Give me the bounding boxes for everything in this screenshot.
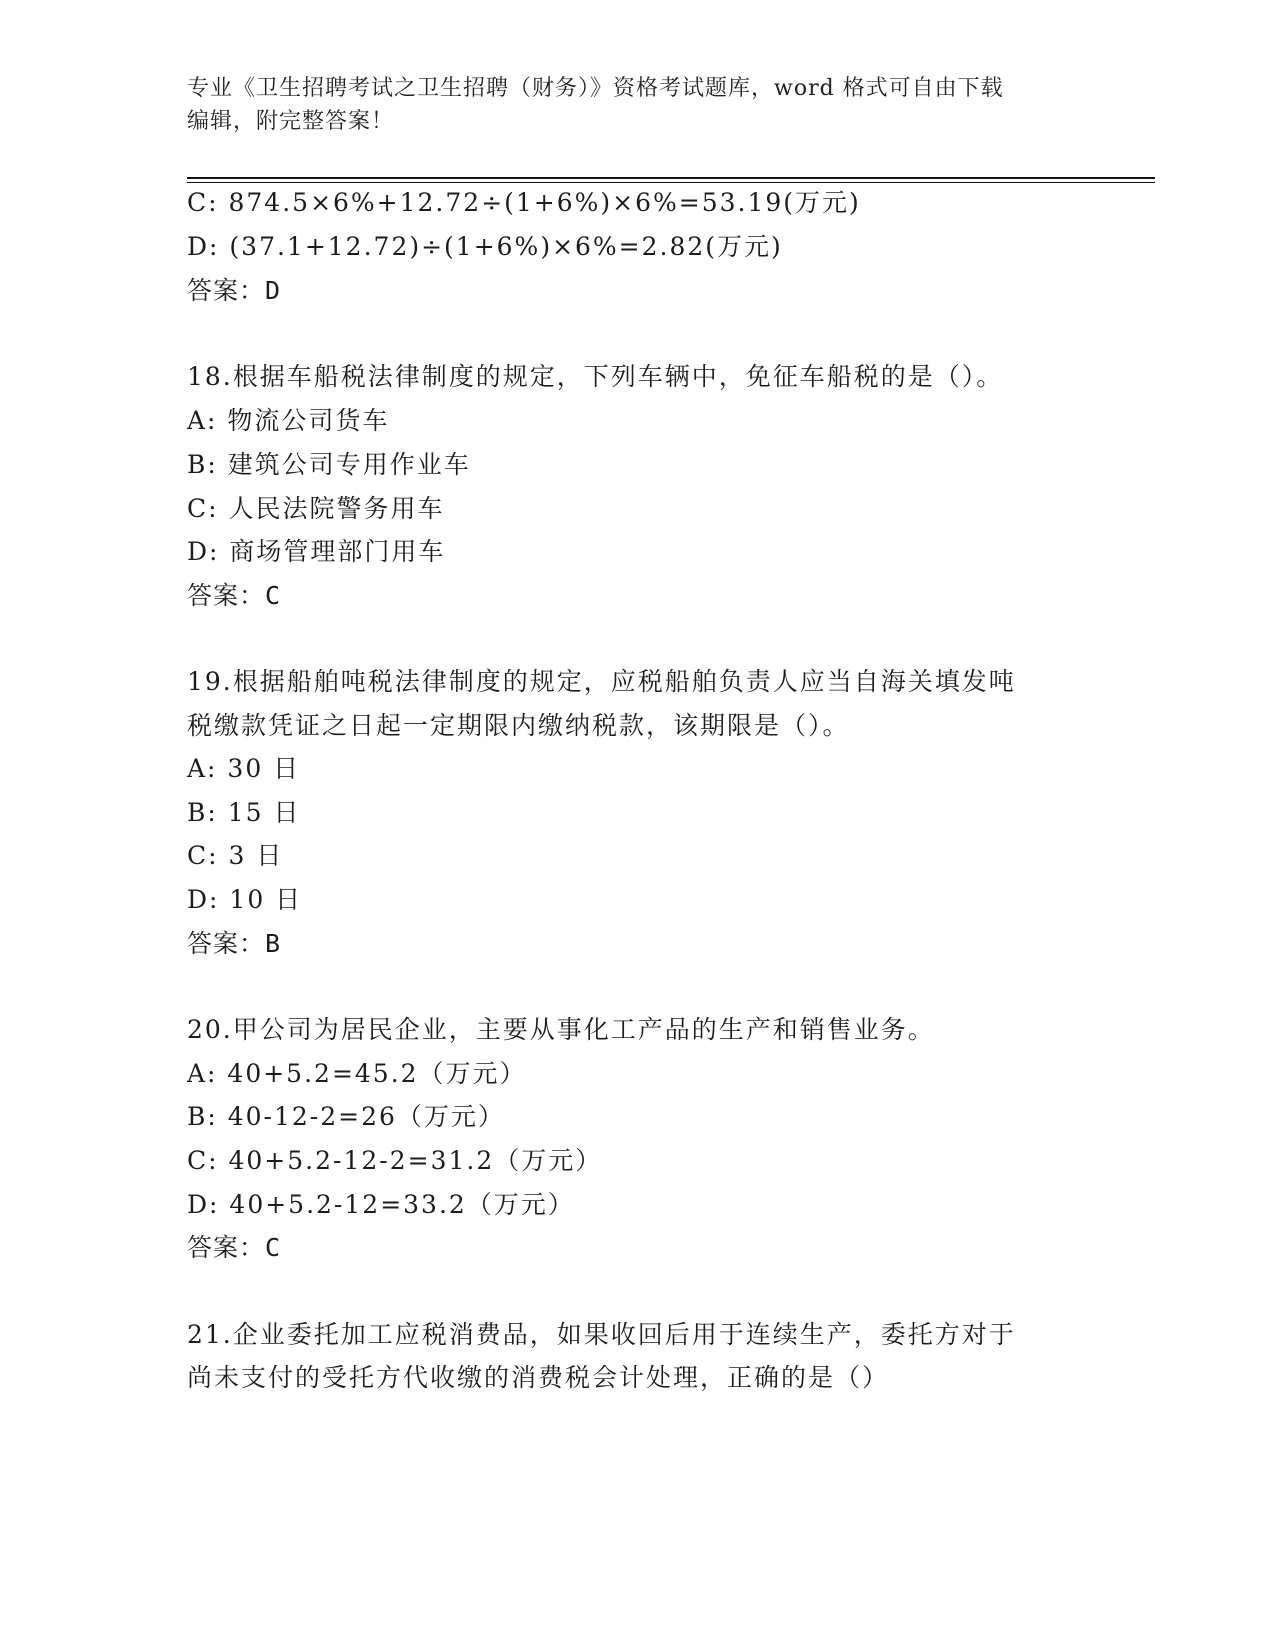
answer-value: B [265,929,282,958]
q19-answer [187,929,281,959]
answer-value: D [265,276,282,305]
q19-option-d: D: 10 日 [187,885,303,914]
q20-stem: 20.甲公司为居民企业，主要从事化工产品的生产和销售业务。 [187,1015,935,1044]
answer-label: 答案： [187,929,266,958]
q18-option-a: A: 物流公司货车 [187,406,390,435]
q19-stem-line-2: 税缴款凭证之日起一定期限内缴纳税款，该期限是（）。 [187,711,850,740]
answer-label: 答案： [187,581,266,610]
q20-option-c: C: 40+5.2-12-2=31.2（万元） [187,1146,603,1175]
q19-option-a: A: 30 日 [187,754,301,783]
answer-label: 答案： [187,1233,266,1262]
q18-answer [187,581,281,611]
q19-option-c: C: 3 日 [187,841,284,870]
answer-label: 答案： [187,276,266,305]
answer-value: C [265,1233,282,1262]
prev-option-c: C: 874.5×6%+12.72÷(1+6%)×6%=53.19(万元) [187,188,861,217]
q18-stem: 18.根据车船税法律制度的规定，下列车辆中，免征车船税的是（）。 [187,362,1004,391]
q18-option-d: D: 商场管理部门用车 [187,537,446,566]
q19-option-b: B: 15 日 [187,798,301,827]
answer-value: C [265,581,282,610]
header-line-2: 编辑，附完整答案！ [187,109,395,134]
header-divider-thick [187,177,1155,179]
q21-stem-line-2: 尚未支付的受托方代收缴的消费税会计处理，正确的是（） [187,1363,890,1392]
q21-stem-line-1: 21.企业委托加工应税消费品，如果收回后用于连续生产，委托方对于 [187,1320,1016,1349]
q18-option-c: C: 人民法院警务用车 [187,494,445,523]
q20-option-d: D: 40+5.2-12=33.2（万元） [187,1190,575,1219]
q19-stem-line-1: 19.根据船舶吨税法律制度的规定，应税船舶负责人应当自海关填发吨 [187,667,1016,696]
q18-option-b: B: 建筑公司专用作业车 [187,450,471,479]
q20-option-b: B: 40-12-2=26（万元） [187,1102,505,1131]
q20-option-a: A: 40+5.2=45.2（万元） [187,1059,527,1088]
header-divider-thin [187,182,1155,183]
prev-answer [187,276,281,306]
q20-answer [187,1233,281,1263]
prev-option-d: D: (37.1+12.72)÷(1+6%)×6%=2.82(万元) [187,232,783,261]
header-line-1: 专业《卫生招聘考试之卫生招聘（财务）》资格考试题库，word 格式可自由下载 [187,76,1004,101]
document-header [187,72,1067,138]
